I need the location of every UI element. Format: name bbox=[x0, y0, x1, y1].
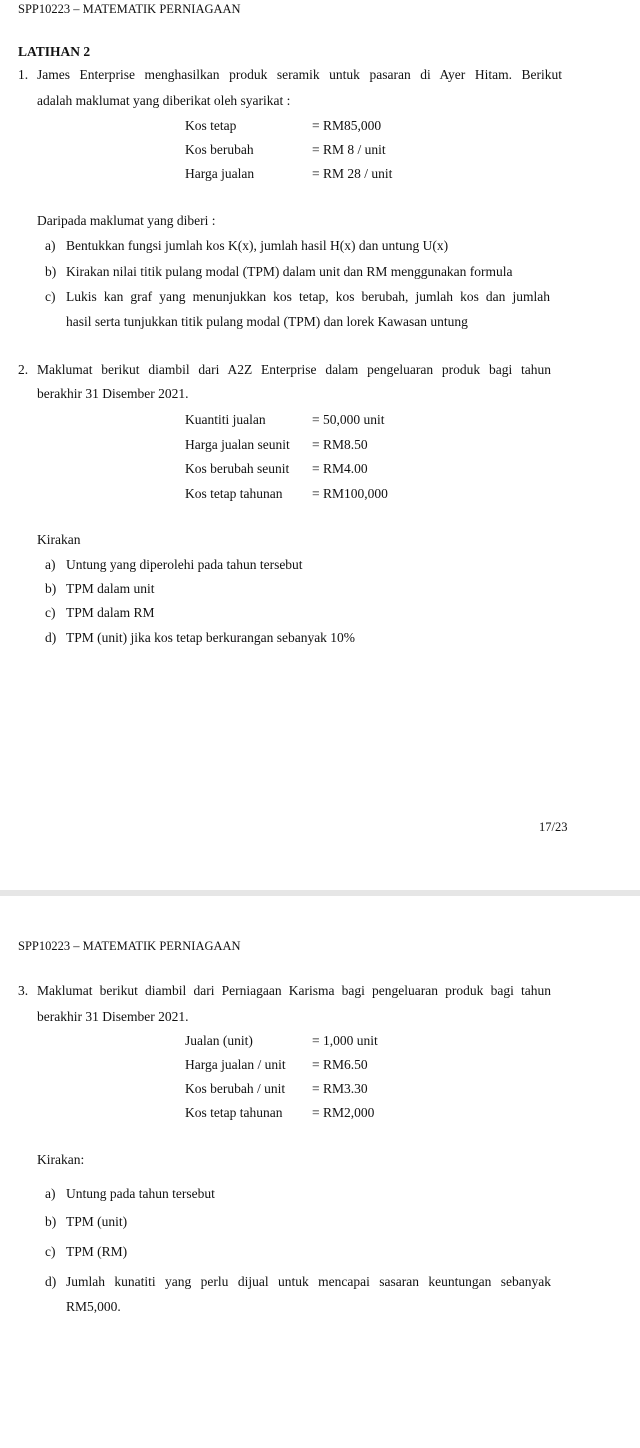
part-label: a) bbox=[45, 238, 56, 253]
info-label: Harga jualan bbox=[185, 166, 255, 181]
info-value: = RM 28 / unit bbox=[312, 166, 393, 181]
part-text: TPM dalam unit bbox=[66, 581, 155, 596]
part-text: Untung pada tahun tersebut bbox=[66, 1186, 215, 1201]
question-text: Maklumat berikut diambil dari Perniagaan Karisma bagi pengeluaran produk bagi tahun bbox=[37, 983, 551, 998]
instruction-text: Kirakan bbox=[37, 532, 81, 547]
part-label: c) bbox=[45, 289, 56, 304]
info-label: Kuantiti jualan bbox=[185, 412, 266, 427]
info-value: = 1,000 unit bbox=[312, 1033, 378, 1048]
info-label: Harga jualan / unit bbox=[185, 1057, 286, 1072]
part-text: Jumlah kunatiti yang perlu dijual untuk mencapai sasaran keuntungan sebanyak bbox=[66, 1274, 551, 1289]
info-value: = RM85,000 bbox=[312, 118, 382, 133]
part-text: hasil serta tunjukkan titik pulang modal (TPM) dan lorek Kawasan untung bbox=[66, 314, 468, 329]
page-number: 17/23 bbox=[539, 820, 568, 834]
part-text: TPM (unit) jika kos tetap berkurangan sebanyak 10% bbox=[66, 630, 356, 645]
question-number: 2. bbox=[18, 362, 29, 377]
info-label: Kos tetap tahunan bbox=[185, 1105, 283, 1120]
part-label: b) bbox=[45, 264, 57, 279]
info-label: Kos tetap tahunan bbox=[185, 486, 283, 501]
info-value: = 50,000 unit bbox=[312, 412, 385, 427]
question-text: berakhir 31 Disember 2021. bbox=[37, 386, 189, 401]
info-label: Kos berubah / unit bbox=[185, 1081, 286, 1096]
question-text: berakhir 31 Disember 2021. bbox=[37, 1009, 189, 1024]
info-label: Harga jualan seunit bbox=[185, 437, 290, 452]
info-value: = RM6.50 bbox=[312, 1057, 368, 1072]
info-value: = RM100,000 bbox=[312, 486, 388, 501]
part-label: b) bbox=[45, 581, 57, 596]
question-text: Maklumat berikut diambil dari A2Z Enterprise dalam pengeluaran produk bagi tahun bbox=[37, 362, 551, 377]
part-label: a) bbox=[45, 1186, 56, 1201]
info-value: = RM2,000 bbox=[312, 1105, 375, 1120]
part-text: RM5,000. bbox=[66, 1299, 121, 1314]
part-label: c) bbox=[45, 605, 56, 620]
part-label: b) bbox=[45, 1214, 57, 1229]
part-text: Lukis kan graf yang menunjukkan kos tetap, kos berubah, jumlah kos dan jumlah bbox=[66, 289, 550, 304]
page-header: SPP10223 – MATEMATIK PERNIAGAAN bbox=[18, 939, 241, 953]
instruction-text: Daripada maklumat yang diberi : bbox=[37, 213, 216, 228]
part-text: TPM (unit) bbox=[66, 1214, 128, 1229]
part-label: d) bbox=[45, 630, 57, 645]
info-value: = RM 8 / unit bbox=[312, 142, 386, 157]
part-text: Untung yang diperolehi pada tahun tersebut bbox=[66, 557, 303, 572]
part-text: Bentukkan fungsi jumlah kos K(x), jumlah hasil H(x) dan untung U(x) bbox=[66, 238, 449, 253]
info-label: Kos berubah bbox=[185, 142, 254, 157]
part-text: Kirakan nilai titik pulang modal (TPM) dalam unit dan RM menggunakan formula bbox=[66, 264, 513, 279]
part-label: c) bbox=[45, 1244, 56, 1259]
info-label: Kos tetap bbox=[185, 118, 237, 133]
question-number: 3. bbox=[18, 983, 29, 998]
document-page-18 bbox=[0, 896, 640, 1448]
part-text: TPM dalam RM bbox=[66, 605, 155, 620]
info-label: Kos berubah seunit bbox=[185, 461, 290, 476]
instruction-text: Kirakan: bbox=[37, 1152, 85, 1167]
info-value: = RM3.30 bbox=[312, 1081, 368, 1096]
section-title: LATIHAN 2 bbox=[18, 44, 91, 59]
info-value: = RM8.50 bbox=[312, 437, 368, 452]
info-label: Jualan (unit) bbox=[185, 1033, 253, 1048]
info-value: = RM4.00 bbox=[312, 461, 368, 476]
question-text: adalah maklumat yang diberikat oleh syarikat : bbox=[37, 93, 291, 108]
question-number: 1. bbox=[18, 67, 29, 82]
page-header: SPP10223 – MATEMATIK PERNIAGAAN bbox=[18, 2, 241, 16]
part-text: TPM (RM) bbox=[66, 1244, 128, 1259]
question-text: James Enterprise menghasilkan produk seramik untuk pasaran di Ayer Hitam. Berikut bbox=[37, 67, 562, 82]
part-label: a) bbox=[45, 557, 56, 572]
part-label: d) bbox=[45, 1274, 57, 1289]
